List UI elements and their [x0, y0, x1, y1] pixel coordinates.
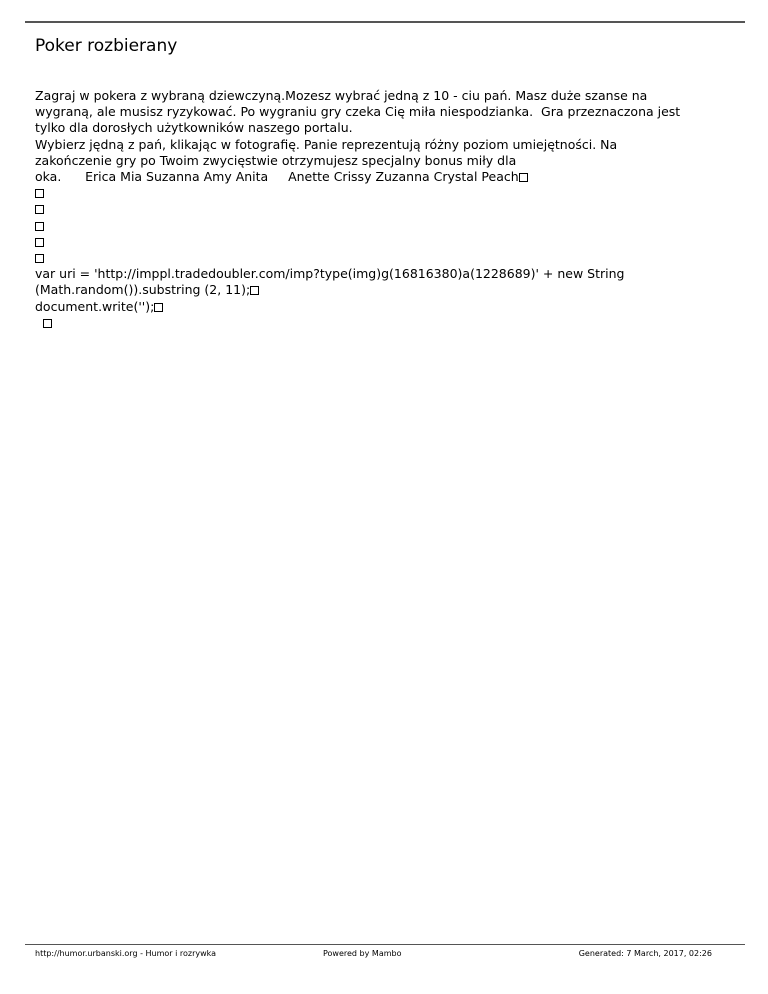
code-line	[35, 282, 735, 298]
intro-line: Zagraj w pokera z wybraną dziewczyną.Mozesz wybrać jedną z 10 - ciu pań. Masz duże szanse na	[35, 88, 648, 103]
missing-glyph-box	[35, 205, 44, 214]
header-rule	[25, 21, 745, 23]
intro-line: zakończenie gry po Twoim zwycięstwie otrzymujesz specjalny bonus miły dla	[35, 152, 517, 168]
missing-glyph-box	[35, 254, 44, 263]
intro-line: wygraną, ale musisz ryzykować. Po wygraniu gry czeka Cię miła niespodzianka. Gra przeznaczona jest	[35, 104, 681, 120]
footer-rule	[25, 944, 745, 945]
names-text[interactable]: oka. Erica Mia Suzanna Amy Anita Anette Crissy Zuzanna Crystal Peach	[35, 169, 519, 185]
footer-site-link[interactable]: http://humor.urbanski.org - Humor i rozrywka	[35, 949, 217, 958]
footer-generated-date: Generated: 7 March, 2017, 02:26	[578, 949, 712, 958]
missing-glyph-box	[35, 222, 44, 231]
page-title: Poker rozbierany	[35, 36, 178, 56]
missing-glyph-box	[35, 189, 44, 198]
code-text: (Math.random()).substring (2, 11);	[35, 282, 251, 298]
intro-line: Wybierz jędną z pań, klikając w fotografię. Panie reprezentują różny poziom umiejętności. Na	[35, 136, 618, 152]
missing-glyph-box	[519, 173, 528, 182]
missing-glyph-box	[250, 286, 259, 295]
code-line	[35, 299, 735, 315]
article-body	[35, 88, 735, 331]
missing-glyph-box	[35, 238, 44, 247]
names-line	[35, 169, 735, 185]
placeholder-row	[35, 315, 735, 331]
code-text: document.write('');	[35, 298, 155, 314]
placeholder-row	[35, 185, 735, 201]
missing-glyph-box	[43, 319, 52, 328]
missing-glyph-box	[154, 303, 163, 312]
code-line: var uri = 'http://imppl.tradedoubler.com/imp?type(img)g(16816380)a(1228689)' + new String	[35, 266, 625, 282]
placeholder-row	[35, 234, 735, 250]
footer-powered-by: Powered by Mambo	[323, 949, 402, 958]
placeholder-row	[35, 250, 735, 266]
placeholder-row	[35, 201, 735, 217]
placeholder-row	[35, 218, 735, 234]
intro-line: tylko dla dorosłych użytkowników naszego portalu.	[35, 120, 353, 136]
